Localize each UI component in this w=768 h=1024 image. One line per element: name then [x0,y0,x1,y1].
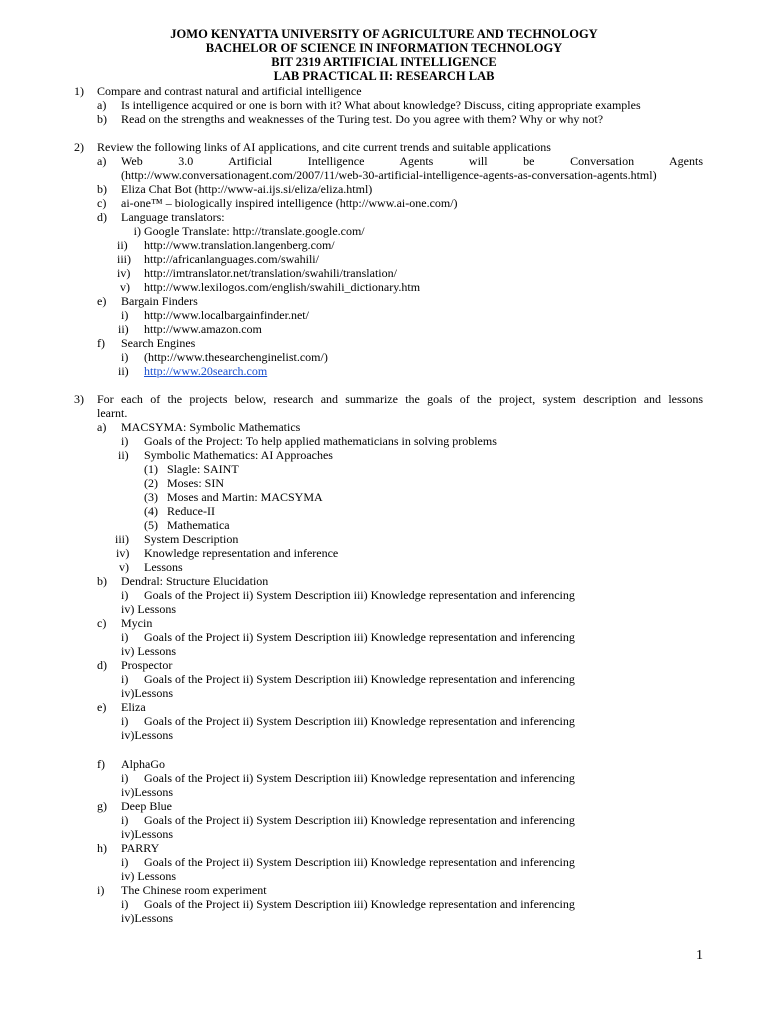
project-name: PARRY [121,841,160,855]
q2d-item-marker: ii) [117,238,128,252]
q2d-item-marker: i) [133,224,141,238]
project-name: Deep Blue [121,799,172,813]
project-marker: i) [97,883,105,897]
q3a-v-marker: v) [119,560,129,574]
project-goal-marker: i) [121,714,129,728]
approach-marker: (3) [144,490,158,504]
approach-marker: (4) [144,504,158,518]
q3a-iv-text: Knowledge representation and inference [144,546,339,560]
project-goals: Goals of the Project ii) System Description iii) Knowledge representation and inferencing [144,588,575,602]
project-lessons: iv) Lessons [121,644,176,658]
q2d-item: http://imtranslator.net/translation/swahili/translation/ [144,266,397,280]
approach-marker: (5) [144,518,158,532]
project-goals: Goals of the Project ii) System Description iii) Knowledge representation and inferencing [144,813,575,827]
q2d-item: Google Translate: http://translate.google.com/ [144,224,365,238]
approach-item: Mathematica [167,518,230,532]
project-goals: Goals of the Project ii) System Description iii) Knowledge representation and inferencing [144,630,575,644]
q2-number: 2) [74,140,84,154]
q3a-text: MACSYMA: Symbolic Mathematics [121,420,301,434]
project-goals: Goals of the Project ii) System Description iii) Knowledge representation and inferencing [144,672,575,686]
project-lessons: iv)Lessons [121,785,173,799]
project-name: Mycin [121,616,153,630]
project-lessons: iv) Lessons [121,602,176,616]
project-marker: b) [97,574,107,588]
q2a-marker: a) [97,154,107,168]
q2d-text: Language translators: [121,210,225,224]
q3a-i-marker: i) [121,434,129,448]
q2e-item: http://www.localbargainfinder.net/ [144,308,309,322]
q2f-item: (http://www.thesearchenginelist.com/) [144,350,328,364]
q2b-text: Eliza Chat Bot (http://www-ai.ijs.si/eliza/eliza.html) [121,182,373,196]
q2d-item: http://www.lexilogos.com/english/swahili_dictionary.htm [144,280,421,294]
project-goal-marker: i) [121,855,129,869]
q3a-ii-marker: ii) [118,448,129,462]
approach-marker: (1) [144,462,158,476]
q2d-item-marker: v) [120,280,130,294]
q1a-marker: a) [97,98,107,112]
course-title: BIT 2319 ARTIFICIAL INTELLIGENCE [271,55,497,69]
project-name: AlphaGo [121,757,165,771]
q3-text-line2: learnt. [97,406,128,420]
q3a-ii-text: Symbolic Mathematics: AI Approaches [144,448,333,462]
q3a-marker: a) [97,420,107,434]
project-name: Eliza [121,700,146,714]
project-lessons: iv)Lessons [121,728,173,742]
project-lessons: iv)Lessons [121,686,173,700]
q3a-iii-text: System Description [144,532,239,546]
project-name: Prospector [121,658,173,672]
q2f-item-marker: ii) [118,364,129,378]
q2a-text-line1: Web 3.0 Artificial Intelligence Agents will be Conversation Agents [121,154,703,168]
project-marker: e) [97,700,107,714]
project-name: Dendral: Structure Elucidation [121,574,269,588]
project-marker: d) [97,658,107,672]
q2f-text: Search Engines [121,336,196,350]
q3a-v-text: Lessons [144,560,183,574]
q2d-item: http://africanlanguages.com/swahili/ [144,252,319,266]
project-goal-marker: i) [121,672,129,686]
page-number: 1 [696,948,703,963]
q1a-text: Is intelligence acquired or one is born with it? What about knowledge? Discuss, citing appropriate examples [121,98,641,112]
q1b-text: Read on the strengths and weaknesses of the Turing test. Do you agree with them? Why or why not? [121,112,604,126]
university-title: JOMO KENYATTA UNIVERSITY OF AGRICULTURE AND TECHNOLOGY [170,27,598,41]
project-lessons: iv)Lessons [121,911,173,925]
project-goal-marker: i) [121,630,129,644]
q1b-marker: b) [97,112,107,126]
project-marker: h) [97,841,107,855]
q2f-item-marker: i) [121,350,129,364]
project-goals: Goals of the Project ii) System Description iii) Knowledge representation and inferencing [144,855,575,869]
q2b-marker: b) [97,182,107,196]
project-lessons: iv) Lessons [121,869,176,883]
q3a-i-text: Goals of the Project: To help applied mathematicians in solving problems [144,434,497,448]
q2c-marker: c) [97,196,107,210]
project-goals: Goals of the Project ii) System Description iii) Knowledge representation and inferencing [144,714,575,728]
q2c-text: ai-one™ – biologically inspired intelligence (http://www.ai-one.com/) [121,196,458,210]
q2e-text: Bargain Finders [121,294,198,308]
project-goal-marker: i) [121,813,129,827]
approach-item: Reduce-II [167,504,215,518]
q2f-marker: f) [97,336,105,350]
approach-item: Moses: SIN [167,476,225,490]
project-goal-marker: i) [121,897,129,911]
q3-number: 3) [74,392,84,406]
q1-number: 1) [74,84,84,98]
q2e-item: http://www.amazon.com [144,322,262,336]
q1-text: Compare and contrast natural and artificial intelligence [97,84,362,98]
q2d-item-marker: iii) [117,252,131,266]
q3a-iii-marker: iii) [115,532,129,546]
degree-title: BACHELOR OF SCIENCE IN INFORMATION TECHNOLOGY [205,41,563,55]
approach-marker: (2) [144,476,158,490]
project-goals: Goals of the Project ii) System Description iii) Knowledge representation and inferencing [144,771,575,785]
approach-item: Slagle: SAINT [167,462,239,476]
q2e-item-marker: ii) [118,322,129,336]
q2-text: Review the following links of AI applications, and cite current trends and suitable applications [97,140,551,154]
approach-item: Moses and Martin: MACSYMA [167,490,323,504]
q2d-item: http://www.translation.langenberg.com/ [144,238,335,252]
q3a-iv-marker: iv) [116,546,130,560]
project-lessons: iv)Lessons [121,827,173,841]
q3-text-line1: For each of the projects below, research and summarize the goals of the project, system description and lessons [97,392,703,406]
project-marker: g) [97,799,107,813]
project-marker: f) [97,757,105,771]
q2e-item-marker: i) [121,308,129,322]
project-marker: c) [97,616,107,630]
project-goal-marker: i) [121,588,129,602]
lab-title: LAB PRACTICAL II: RESEARCH LAB [273,69,495,83]
q2a-text-line2: (http://www.conversationagent.com/2007/11/web-30-artificial-intelligence-agents-as-conversation-agents.html) [121,168,657,182]
q2d-item-marker: iv) [117,266,131,280]
project-name: The Chinese room experiment [121,883,267,897]
q2d-marker: d) [97,210,107,224]
search-engine-link[interactable]: http://www.20search.com [144,364,268,378]
project-goals: Goals of the Project ii) System Description iii) Knowledge representation and inferencing [144,897,575,911]
project-goal-marker: i) [121,771,129,785]
q2e-marker: e) [97,294,107,308]
